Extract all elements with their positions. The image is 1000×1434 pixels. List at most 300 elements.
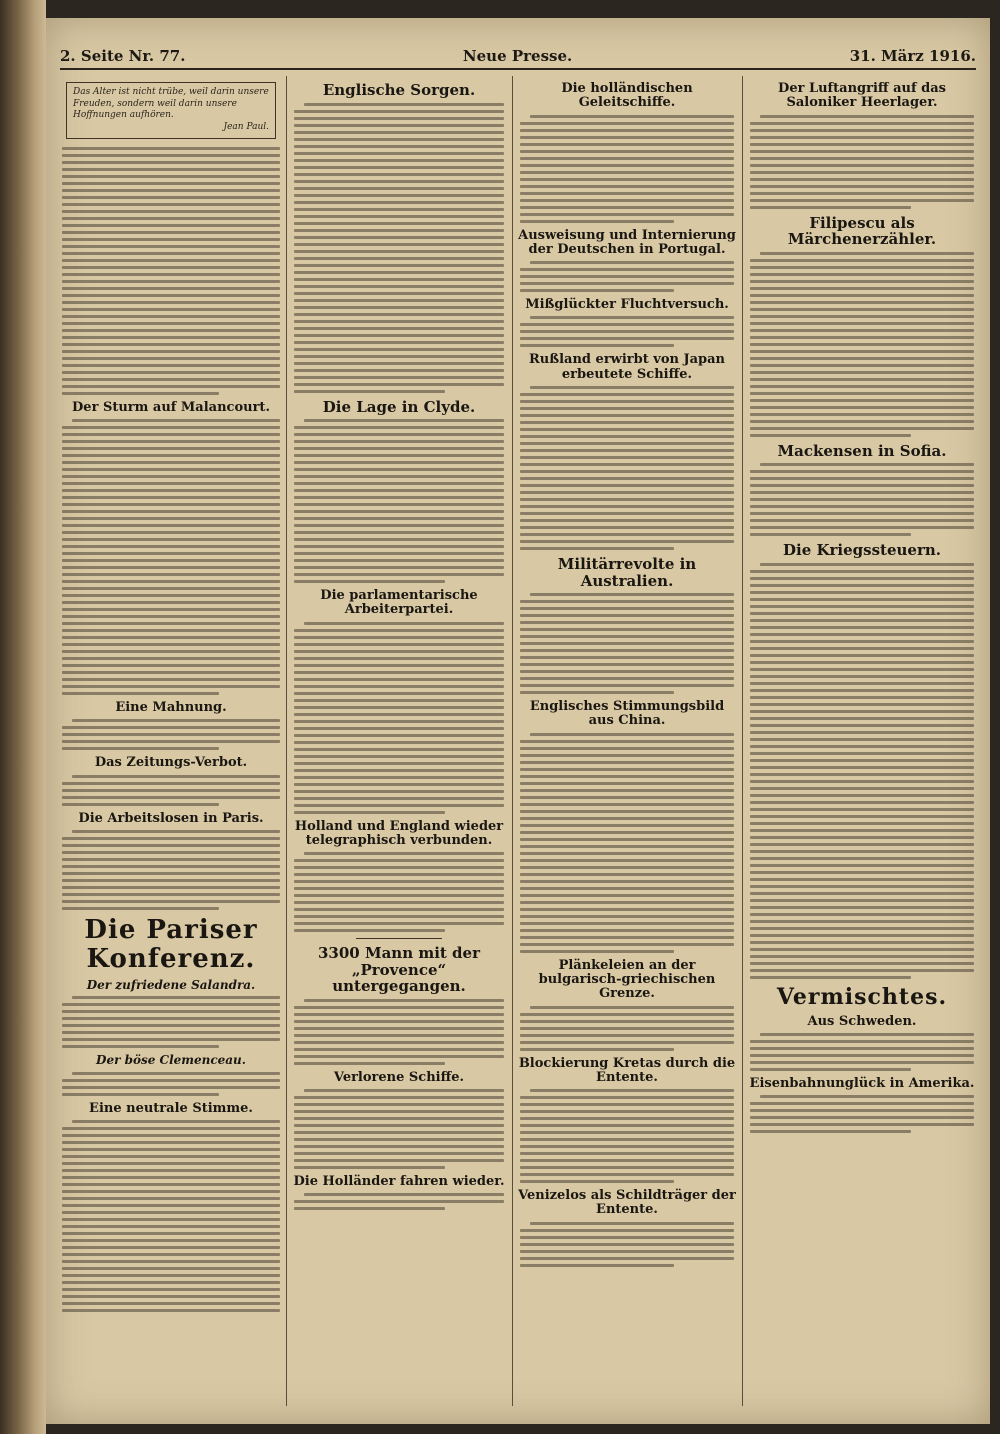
- text-line: [760, 1033, 974, 1036]
- text-line: [750, 780, 974, 783]
- text-line: [294, 524, 504, 527]
- text-line: [520, 740, 734, 743]
- text-line: [750, 871, 974, 874]
- text-line: [62, 1232, 280, 1235]
- text-line: [294, 278, 504, 281]
- text-line: [294, 692, 504, 695]
- text-line: [750, 948, 974, 951]
- newspaper-page: [46, 18, 990, 1424]
- text-line: [520, 754, 734, 757]
- text-line: [520, 1159, 734, 1162]
- text-line: [62, 740, 280, 743]
- text-line: [62, 559, 280, 562]
- text-line: [530, 386, 734, 389]
- text-line: [62, 1253, 280, 1256]
- article-body: [750, 563, 974, 979]
- text-line: [760, 115, 974, 118]
- text-line: [294, 341, 504, 344]
- text-line: [62, 1211, 280, 1214]
- text-line: [750, 308, 974, 311]
- article-body: [750, 115, 974, 209]
- text-line: [750, 1123, 974, 1126]
- headline: Verlorene Schiffe.: [333, 1069, 465, 1085]
- text-line: [62, 203, 280, 206]
- text-line: [62, 350, 280, 353]
- text-line: [294, 299, 504, 302]
- text-line: [750, 136, 974, 139]
- text-line: [760, 1095, 974, 1098]
- text-line: [294, 320, 504, 323]
- text-line: [520, 880, 734, 883]
- text-line: [750, 878, 974, 881]
- text-line: [62, 692, 219, 695]
- text-line: [520, 505, 734, 508]
- text-line: [520, 519, 734, 522]
- text-line: [750, 696, 974, 699]
- text-line: [62, 1148, 280, 1151]
- text-line: [750, 647, 974, 650]
- text-line: [520, 491, 734, 494]
- text-line: [294, 376, 504, 379]
- article-body: [62, 419, 280, 695]
- text-line: [520, 136, 734, 139]
- quote-author: Jean Paul.: [223, 122, 269, 133]
- text-line: [750, 519, 974, 522]
- text-line: [750, 892, 974, 895]
- text-line: [294, 741, 504, 744]
- text-line: [62, 538, 280, 541]
- text-line: [294, 915, 504, 918]
- text-line: [520, 220, 674, 223]
- text-line: [62, 161, 280, 164]
- text-line: [62, 893, 280, 896]
- text-line: [62, 1017, 280, 1020]
- divider: [356, 938, 442, 939]
- headline: Die Holländer fahren wieder.: [293, 1173, 505, 1189]
- text-line: [520, 775, 734, 778]
- text-line: [62, 726, 280, 729]
- text-line: [294, 545, 504, 548]
- text-line: [520, 164, 734, 167]
- text-line: [750, 392, 974, 395]
- text-line: [520, 178, 734, 181]
- text-line: [520, 206, 734, 209]
- text-line: [750, 1068, 911, 1071]
- text-line: [750, 364, 974, 367]
- text-line: [520, 782, 734, 785]
- text-line: [530, 1089, 734, 1092]
- text-line: [304, 1089, 504, 1092]
- text-line: [520, 670, 734, 673]
- text-line: [294, 804, 504, 807]
- text-line: [750, 192, 974, 195]
- text-line: [750, 612, 974, 615]
- text-line: [530, 115, 734, 118]
- text-line: [72, 419, 280, 422]
- text-line: [520, 1117, 734, 1120]
- text-line: [294, 454, 504, 457]
- text-line: [294, 215, 504, 218]
- headline: Plänkeleien an der bulgarisch-griechischen Grenze.: [538, 957, 716, 1002]
- text-line: [62, 650, 280, 653]
- text-line: [62, 580, 280, 583]
- text-line: [750, 605, 974, 608]
- text-line: [750, 484, 974, 487]
- text-line: [520, 428, 734, 431]
- text-line: [294, 187, 504, 190]
- text-line: [294, 362, 504, 365]
- article-body: [520, 261, 734, 292]
- article-body: [294, 999, 504, 1065]
- header-page-number: 2. Seite Nr. 77.: [60, 47, 186, 65]
- text-line: [294, 1152, 504, 1155]
- text-line: [520, 1138, 734, 1141]
- text-line: [62, 789, 280, 792]
- text-line: [294, 531, 504, 534]
- text-line: [520, 768, 734, 771]
- text-line: [294, 1138, 504, 1141]
- text-line: [294, 783, 504, 786]
- text-line: [750, 717, 974, 720]
- text-line: [520, 1027, 734, 1030]
- headline: Eine Mahnung.: [115, 700, 227, 716]
- page-header: [60, 44, 976, 70]
- text-line: [520, 1020, 734, 1023]
- text-line: [294, 1055, 504, 1058]
- text-line: [62, 266, 280, 269]
- text-line: [750, 955, 974, 958]
- text-line: [520, 873, 734, 876]
- text-line: [520, 275, 734, 278]
- text-line: [294, 489, 504, 492]
- text-line: [62, 573, 280, 576]
- text-line: [62, 685, 280, 688]
- text-line: [294, 1124, 504, 1127]
- text-line: [62, 308, 280, 311]
- text-line: [62, 357, 280, 360]
- text-line: [294, 580, 445, 583]
- text-line: [294, 636, 504, 639]
- text-line: [294, 313, 504, 316]
- text-line: [520, 621, 734, 624]
- headline: Eine neutrale Stimme.: [89, 1100, 253, 1116]
- headline: Filipescu als Märchenerzähler.: [787, 213, 937, 249]
- text-line: [62, 747, 219, 750]
- text-line: [520, 628, 734, 631]
- article-body: [62, 719, 280, 750]
- text-line: [520, 1145, 734, 1148]
- article-body: [520, 115, 734, 223]
- text-line: [750, 822, 974, 825]
- text-line: [294, 1034, 504, 1037]
- text-line: [62, 1183, 280, 1186]
- text-line: [304, 419, 504, 422]
- headline: Englisches Stimmungsbild aus China.: [529, 699, 725, 729]
- text-line: [294, 285, 504, 288]
- text-line: [294, 390, 445, 393]
- subheadline: Der böse Clemenceau.: [96, 1053, 246, 1068]
- text-line: [62, 1197, 280, 1200]
- text-line: [294, 271, 504, 274]
- text-line: [750, 343, 974, 346]
- text-line: [760, 463, 974, 466]
- text-line: [62, 378, 280, 381]
- article-body: [750, 463, 974, 536]
- text-line: [750, 913, 974, 916]
- text-line: [294, 727, 504, 730]
- text-line: [520, 512, 734, 515]
- text-line: [750, 962, 974, 965]
- text-line: [62, 426, 280, 429]
- text-line: [62, 1176, 280, 1179]
- text-line: [750, 143, 974, 146]
- article-body: [62, 1120, 280, 1312]
- text-line: [62, 872, 280, 875]
- text-line: [750, 526, 974, 529]
- text-line: [520, 498, 734, 501]
- text-line: [294, 440, 504, 443]
- headline: Die parlamentarische Arbeiterpartei.: [320, 588, 478, 618]
- article-body: [62, 1072, 280, 1096]
- text-line: [294, 908, 504, 911]
- text-line: [294, 426, 504, 429]
- column-rule: [286, 76, 287, 1406]
- text-line: [750, 150, 974, 153]
- text-line: [750, 1109, 974, 1112]
- text-line: [294, 173, 504, 176]
- text-line: [62, 482, 280, 485]
- text-line: [62, 496, 280, 499]
- text-line: [62, 1288, 280, 1291]
- text-line: [520, 936, 734, 939]
- article-body: [520, 1222, 734, 1267]
- text-line: [62, 433, 280, 436]
- text-line: [520, 635, 734, 638]
- text-line: [750, 710, 974, 713]
- text-line: [750, 794, 974, 797]
- text-line: [750, 766, 974, 769]
- text-line: [294, 566, 504, 569]
- text-line: [62, 657, 280, 660]
- text-line: [62, 510, 280, 513]
- text-line: [750, 661, 974, 664]
- text-line: [62, 1218, 280, 1221]
- text-line: [294, 348, 504, 351]
- text-line: [750, 273, 974, 276]
- text-line: [750, 164, 974, 167]
- text-line: [62, 1031, 280, 1034]
- text-line: [520, 677, 734, 680]
- text-line: [294, 208, 504, 211]
- text-line: [294, 629, 504, 632]
- text-line: [294, 678, 504, 681]
- text-line: [62, 1267, 280, 1270]
- text-line: [62, 524, 280, 527]
- text-line: [294, 110, 504, 113]
- text-line: [520, 747, 734, 750]
- text-line: [62, 803, 219, 806]
- text-line: [294, 748, 504, 751]
- text-line: [750, 171, 974, 174]
- text-line: [62, 210, 280, 213]
- article-body: [520, 593, 734, 694]
- text-line: [750, 801, 974, 804]
- text-line: [520, 1124, 734, 1127]
- text-line: [62, 273, 280, 276]
- text-line: [62, 147, 280, 150]
- text-line: [62, 245, 280, 248]
- article-body: [520, 386, 734, 550]
- text-line: [750, 1061, 974, 1064]
- text-line: [750, 808, 974, 811]
- text-line: [750, 899, 974, 902]
- text-line: [520, 817, 734, 820]
- text-line: [750, 1054, 974, 1057]
- text-line: [750, 477, 974, 480]
- article-body: [62, 830, 280, 910]
- text-line: [62, 1038, 280, 1041]
- text-line: [750, 336, 974, 339]
- text-line: [520, 901, 734, 904]
- text-line: [294, 145, 504, 148]
- text-line: [62, 259, 280, 262]
- text-line: [294, 447, 504, 450]
- article-body: [750, 1033, 974, 1071]
- text-line: [294, 243, 504, 246]
- text-line: [750, 322, 974, 325]
- text-line: [520, 1103, 734, 1106]
- text-line: [62, 280, 280, 283]
- text-line: [62, 1045, 219, 1048]
- headline-major: Vermischtes.: [776, 983, 948, 1010]
- headline: Die Kriegssteuern.: [783, 541, 941, 560]
- text-line: [62, 294, 280, 297]
- column-1: [60, 76, 282, 1406]
- text-line: [750, 843, 974, 846]
- text-line: [520, 400, 734, 403]
- text-line: [520, 421, 734, 424]
- text-line: [294, 706, 504, 709]
- text-line: [294, 538, 504, 541]
- header-masthead: Neue Presse.: [462, 47, 573, 65]
- text-line: [530, 1006, 734, 1009]
- text-line: [294, 713, 504, 716]
- text-line: [72, 1072, 280, 1075]
- headline: Englische Sorgen.: [322, 81, 476, 99]
- text-line: [750, 724, 974, 727]
- text-line: [750, 206, 911, 209]
- article-body: [294, 103, 504, 393]
- text-line: [294, 292, 504, 295]
- text-line: [62, 678, 280, 681]
- text-line: [294, 1096, 504, 1099]
- text-line: [62, 1281, 280, 1284]
- text-line: [750, 941, 974, 944]
- text-line: [750, 969, 974, 972]
- text-line: [62, 1093, 219, 1096]
- text-line: [62, 1003, 280, 1006]
- text-line: [520, 1166, 734, 1169]
- text-line: [520, 845, 734, 848]
- text-line: [304, 103, 504, 106]
- text-line: [294, 552, 504, 555]
- text-line: [62, 1190, 280, 1193]
- text-line: [520, 330, 734, 333]
- text-line: [62, 615, 280, 618]
- text-line: [72, 719, 280, 722]
- text-line: [750, 626, 974, 629]
- text-line: [294, 811, 445, 814]
- text-line: [294, 671, 504, 674]
- text-line: [62, 594, 280, 597]
- article-body: [520, 1006, 734, 1051]
- text-line: [750, 619, 974, 622]
- text-line: [520, 929, 734, 932]
- text-line: [294, 327, 504, 330]
- text-line: [750, 787, 974, 790]
- text-line: [294, 201, 504, 204]
- text-line: [750, 413, 974, 416]
- text-line: [520, 649, 734, 652]
- subheadline: Der zufriedene Salandra.: [86, 978, 256, 993]
- text-line: [750, 682, 974, 685]
- text-line: [294, 929, 445, 932]
- text-line: [520, 642, 734, 645]
- text-line: [294, 131, 504, 134]
- article-body: [750, 252, 974, 437]
- text-line: [750, 738, 974, 741]
- text-line: [520, 1180, 674, 1183]
- headline: Die Lage in Clyde.: [322, 397, 476, 416]
- text-line: [62, 224, 280, 227]
- article-body: [294, 622, 504, 814]
- text-line: [520, 213, 734, 216]
- article-body: [294, 1089, 504, 1169]
- text-line: [62, 1086, 280, 1089]
- text-line: [294, 859, 504, 862]
- text-line: [750, 178, 974, 181]
- text-line: [750, 885, 974, 888]
- text-line: [520, 185, 734, 188]
- text-line: [520, 157, 734, 160]
- text-line: [520, 407, 734, 410]
- text-line: [62, 168, 280, 171]
- text-line: [62, 1225, 280, 1228]
- text-line: [294, 664, 504, 667]
- text-line: [62, 489, 280, 492]
- text-line: [520, 922, 734, 925]
- text-line: [750, 1040, 974, 1043]
- text-line: [750, 533, 911, 536]
- headline: Blockierung Kretas durch die Entente.: [518, 1055, 736, 1085]
- headline-major: Die Pariser Konferenz.: [84, 914, 258, 974]
- text-line: [62, 664, 280, 667]
- text-line: [750, 470, 974, 473]
- text-line: [750, 129, 974, 132]
- text-line: [294, 769, 504, 772]
- text-line: [520, 894, 734, 897]
- text-line: [62, 182, 280, 185]
- text-line: [520, 540, 734, 543]
- text-line: [294, 264, 504, 267]
- text-line: [520, 600, 734, 603]
- text-line: [530, 733, 734, 736]
- text-line: [520, 1131, 734, 1134]
- text-line: [62, 733, 280, 736]
- column-rule: [742, 76, 743, 1406]
- headline: Das Zeitungs-Verbot.: [94, 755, 248, 771]
- text-line: [750, 857, 974, 860]
